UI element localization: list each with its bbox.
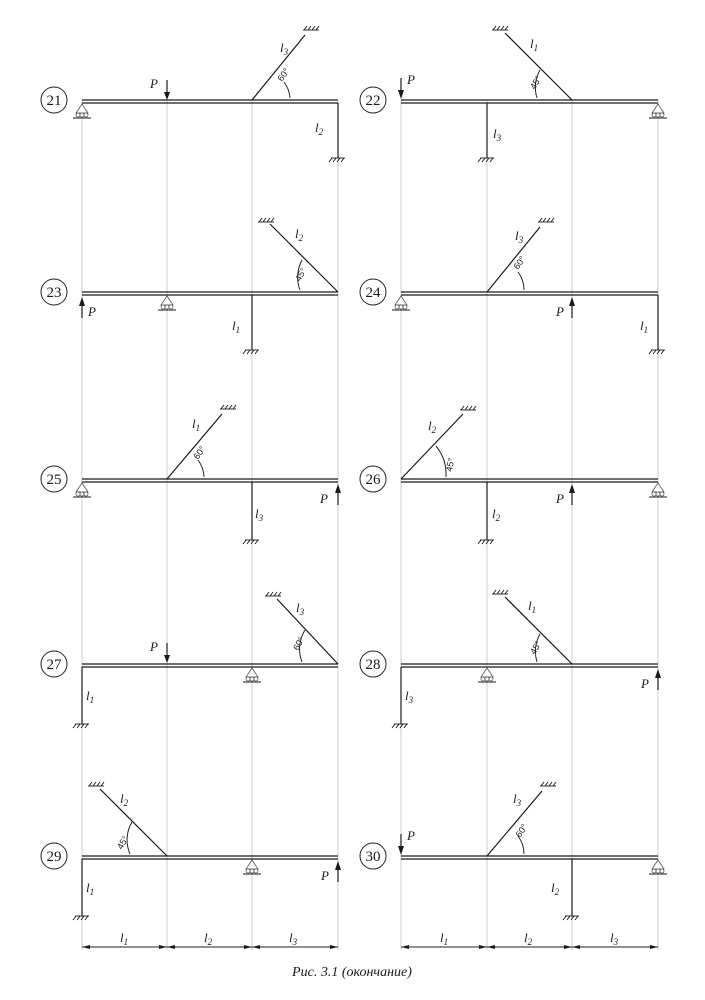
- svg-text:l2: $l_2$: [428, 418, 437, 435]
- svg-text:l3: $l_3$: [280, 40, 289, 57]
- svg-text:l3: $l_3$: [255, 506, 264, 523]
- panel-21: [41, 26, 345, 162]
- svg-text:l1: $l_1$: [120, 930, 129, 947]
- angle-label: 60°: [275, 66, 292, 84]
- panel-number: 21: [46, 93, 62, 109]
- panel-25: [41, 405, 341, 544]
- panel-number: 22: [365, 93, 381, 109]
- svg-text:l3: $l_3$: [515, 228, 524, 245]
- svg-text:l2: $l_2$: [295, 226, 304, 243]
- svg-text:P: P: [641, 676, 649, 691]
- svg-text:P: P: [150, 639, 158, 654]
- svg-text:l3: $l_3$: [296, 600, 305, 617]
- svg-text:P: P: [556, 491, 564, 506]
- svg-text:l2: $l_2$: [120, 791, 129, 808]
- svg-text:29: 29: [46, 849, 62, 865]
- svg-text:P: P: [88, 304, 96, 319]
- panel-24: [360, 218, 665, 354]
- svg-text:24: 24: [365, 285, 381, 301]
- svg-text:45°: 45°: [444, 457, 457, 473]
- svg-text:45°: 45°: [528, 74, 544, 91]
- panel-27: [41, 592, 338, 728]
- svg-text:30: 30: [365, 849, 381, 865]
- svg-text:l3: $l_3$: [610, 930, 619, 947]
- svg-text:P: P: [407, 828, 415, 843]
- svg-text:l1: $l_1$: [528, 598, 537, 615]
- dimension-lines: [82, 930, 658, 949]
- svg-text:l2: $l_2$: [204, 930, 213, 947]
- svg-text:60°: 60°: [511, 254, 528, 272]
- svg-text:60°: 60°: [291, 635, 307, 652]
- svg-text:26: 26: [365, 472, 381, 488]
- svg-text:P: P: [556, 304, 564, 319]
- panel-29: [41, 782, 341, 920]
- svg-text:P: P: [320, 491, 328, 506]
- guide-lines: [82, 100, 658, 950]
- svg-text:l3: $l_3$: [405, 688, 414, 705]
- svg-text:l2: $l_2$: [492, 506, 501, 523]
- svg-text:l1: $l_1$: [232, 318, 241, 335]
- svg-text:P: P: [407, 72, 415, 87]
- panel-23: [41, 218, 338, 354]
- svg-text:45°: 45°: [115, 834, 131, 851]
- svg-text:l1: $l_1$: [86, 880, 95, 897]
- svg-text:28: 28: [365, 657, 381, 673]
- figure-caption: Рис. 3.1 (окончание): [292, 965, 412, 980]
- svg-text:l3: $l_3$: [513, 791, 522, 808]
- force-label: P: [150, 76, 158, 91]
- svg-text:l3: $l_3$: [493, 126, 502, 143]
- svg-text:l1: $l_1$: [440, 930, 449, 947]
- panel-30: [360, 782, 667, 920]
- svg-text:l2: $l_2$: [551, 880, 560, 897]
- svg-text:l2: $l_2$: [524, 930, 533, 947]
- svg-text:l1: $l_1$: [640, 318, 649, 335]
- svg-text:25: 25: [46, 472, 62, 488]
- svg-text:l1: $l_1$: [530, 36, 539, 53]
- svg-text:45°: 45°: [528, 639, 544, 656]
- svg-text:60°: 60°: [191, 444, 208, 462]
- panel-26: [360, 406, 667, 544]
- svg-text:45°: 45°: [293, 266, 309, 283]
- svg-text:27: 27: [46, 657, 62, 673]
- svg-text:l2: $l_2$: [315, 120, 324, 137]
- svg-text:l1: $l_1$: [192, 416, 201, 433]
- svg-text:l3: $l_3$: [289, 930, 298, 947]
- svg-text:l1: $l_1$: [86, 688, 95, 705]
- svg-text:P: P: [321, 868, 329, 883]
- svg-text:23: 23: [46, 285, 62, 301]
- panel-28: [360, 590, 661, 728]
- panel-22: [360, 26, 667, 162]
- svg-text:60°: 60°: [513, 822, 530, 840]
